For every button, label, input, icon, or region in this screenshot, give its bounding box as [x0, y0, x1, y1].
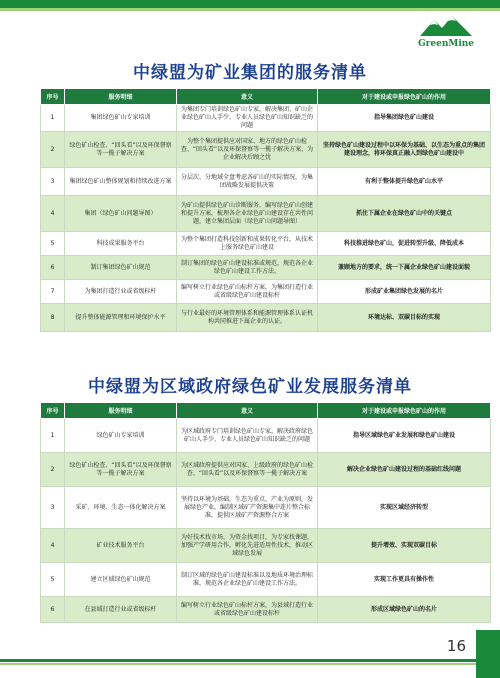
row-no: 7 — [41, 280, 65, 304]
row-meaning: 坚持以环境为基础，生态为重点，产业为原则，发展绿色产业，编制区域矿产资源集中连片整合标准，提供区域矿产资源整合方案 — [177, 487, 318, 529]
table-row — [41, 304, 491, 332]
row-no: 4 — [41, 196, 65, 232]
table-row — [41, 597, 491, 623]
row-effect: 形成矿业集团绿色发展的名片 — [318, 280, 491, 304]
row-service: 绿色矿山检查、“回头看”以及环保督察等一揽子解决方案 — [65, 132, 177, 168]
header-no: 序号 — [41, 89, 65, 105]
row-effect: 坚持绿色矿山建设过程中以环保为基础、以生态为重点的集团建设理念，将环保真正融入到绿色矿山建设中 — [318, 132, 491, 168]
row-meaning: 为矿山提供绿色矿山诊断服务，编写绿色矿山创建和提升方案，梳理各企业绿色矿山建设存在共性问题，建立集团层面（绿色矿山问题导图） — [177, 196, 318, 232]
table-row — [41, 105, 491, 132]
row-meaning: 为区域政府提供应对国家、上级政府的绿色矿山检查、“回头看”以及环保督察等一揽子解决方案 — [177, 453, 318, 487]
row-service: 集团绿色矿山专家培训 — [65, 105, 177, 132]
row-service: 为集团打造行业或省级标杆 — [65, 280, 177, 304]
header-effect: 对于建设或申报绿色矿山的作用 — [318, 89, 491, 105]
row-service: 绿色矿山检查、“回头看”以及环保督察等一揽子解决方案 — [65, 453, 177, 487]
row-no: 3 — [41, 487, 65, 529]
row-no: 4 — [41, 529, 65, 563]
row-no: 2 — [41, 132, 65, 168]
header-service: 服务明细 — [65, 403, 177, 419]
header-service: 服务明细 — [65, 89, 177, 105]
page-corner-tab — [476, 630, 500, 678]
row-effect: 抓住下属企业在绿色矿山中的关键点 — [318, 196, 491, 232]
logo-text: GreenMine — [417, 39, 475, 49]
header-effect: 对于建设或申报绿色矿山的作用 — [318, 403, 491, 419]
row-effect: 环境达标、双碳目标的实现 — [318, 304, 491, 332]
row-service: 集团绿色矿山整体规划和持续改进方案 — [65, 168, 177, 196]
row-no: 2 — [41, 453, 65, 487]
row-meaning: 制订区域的绿色矿山建设标准以及地质环境治理标准，规范各企业绿色矿山建设工作方法。 — [177, 563, 318, 597]
row-service: 矿业技术服务平台 — [65, 529, 177, 563]
table-row — [41, 563, 491, 597]
row-service: 绿色矿山专家培训 — [65, 419, 177, 453]
row-no: 8 — [41, 304, 65, 332]
table-row — [41, 487, 491, 529]
row-service: 集团（绿色矿山问题导图） — [65, 196, 177, 232]
row-no: 5 — [41, 232, 65, 256]
row-effect: 形成区域绿色矿山的名片 — [318, 597, 491, 623]
row-effect: 实现区域经济转型 — [318, 487, 491, 529]
group-service-table — [40, 88, 491, 332]
row-effect: 解决企业绿色矿山建设过程的基础红线问题 — [318, 453, 491, 487]
page-number: 16 — [446, 637, 466, 655]
row-no: 1 — [41, 105, 65, 132]
row-no: 6 — [41, 256, 65, 280]
row-no: 1 — [41, 419, 65, 453]
row-no: 6 — [41, 597, 65, 623]
header-meaning: 意义 — [177, 403, 318, 419]
top-accent-band — [0, 8, 500, 11]
table-row — [41, 196, 491, 232]
greenmine-logo — [406, 12, 486, 54]
header-meaning: 意义 — [177, 89, 318, 105]
row-no: 3 — [41, 168, 65, 196]
table-row — [41, 232, 491, 256]
row-service: 建立区域绿色矿山规范 — [65, 563, 177, 597]
row-meaning: 编写树立行业绿色矿山标杆方案，为县域打造行业或省级绿色矿山建设标杆 — [177, 597, 318, 623]
header-no: 序号 — [41, 403, 65, 419]
row-meaning: 与行业最好的环境管理体系和能源管理体系认证机构共同推进下属企业的认证。 — [177, 304, 318, 332]
row-service: 在县域打造行业或省级标杆 — [65, 597, 177, 623]
government-service-table — [40, 402, 491, 623]
footer-accent-rule — [0, 663, 476, 665]
table-row — [41, 280, 491, 304]
row-effect: 指导区域绿色矿业发展和绿色矿山建设 — [318, 419, 491, 453]
row-meaning: 编写树立行业绿色矿山标杆方案，为集团打造行业或省级绿色矿山建设标杆 — [177, 280, 318, 304]
row-service: 采矿、环境、生态一体化解决方案 — [65, 487, 177, 529]
table-header-row — [41, 89, 491, 105]
section1-title: 中绿盟为矿业集团的服务清单 — [133, 63, 367, 83]
row-service: 提升整体能源管理和环境保护水平 — [65, 304, 177, 332]
row-meaning: 为整个集团打造科技创新和成果转化平台，从技术上服务绿色矿山建设 — [177, 232, 318, 256]
mountain-logo-icon — [418, 12, 474, 38]
table-row — [41, 419, 491, 453]
row-meaning: 制订集团的绿色矿山建设标准或规范，规范各企业绿色矿山建设工作方法。 — [177, 256, 318, 280]
table-row — [41, 132, 491, 168]
row-service: 制订集团绿色矿山规范 — [65, 256, 177, 280]
row-effect: 提升增效、实现双碳目标 — [318, 529, 491, 563]
row-effect: 兼顾地方的要求，统一下属企业绿色矿山建设面貌 — [318, 256, 491, 280]
row-effect: 科技推进绿色矿山，促进转型升级、降低成本 — [318, 232, 491, 256]
top-color-band — [0, 0, 500, 8]
row-meaning: 分层次、分地域全盘考虑各矿山的实际情况，为集团战略发展提供决策 — [177, 168, 318, 196]
table-row — [41, 453, 491, 487]
table-header-row — [41, 403, 491, 419]
row-effect: 实现工作更具有操作性 — [318, 563, 491, 597]
row-no: 5 — [41, 563, 65, 597]
row-meaning: 为区域政府专门培训绿色矿山专家，解决政府绿色矿山人手少、专业人员绿色矿山知识缺乏的问题 — [177, 419, 318, 453]
section2-title: 中绿盟为区域政府绿色矿业发展服务清单 — [88, 377, 412, 397]
row-effect: 有利于整体提升绿色矿山水平 — [318, 168, 491, 196]
table-row — [41, 256, 491, 280]
footer-rule — [0, 659, 476, 662]
table-row — [41, 529, 491, 563]
row-service: 科技成果服务平台 — [65, 232, 177, 256]
row-meaning: 为集团专门培训绿色矿山专家，解决集团、矿山企业绿色矿山人手少、专业人员绿色矿山知识缺乏的问题 — [177, 105, 318, 132]
row-meaning: 为整个集团提供应对国家、地方的绿色矿山检查、“回头看”以及环保督察等一揽子解决方案，为企业解决后顾之忧 — [177, 132, 318, 168]
row-meaning: 为好技术找市场，为资金找项目，为专家找课题，加强产学研用合作，孵化先进适用性技术，推动区域绿色发展 — [177, 529, 318, 563]
table-row — [41, 168, 491, 196]
row-effect: 指导集团绿色矿山建设 — [318, 105, 491, 132]
